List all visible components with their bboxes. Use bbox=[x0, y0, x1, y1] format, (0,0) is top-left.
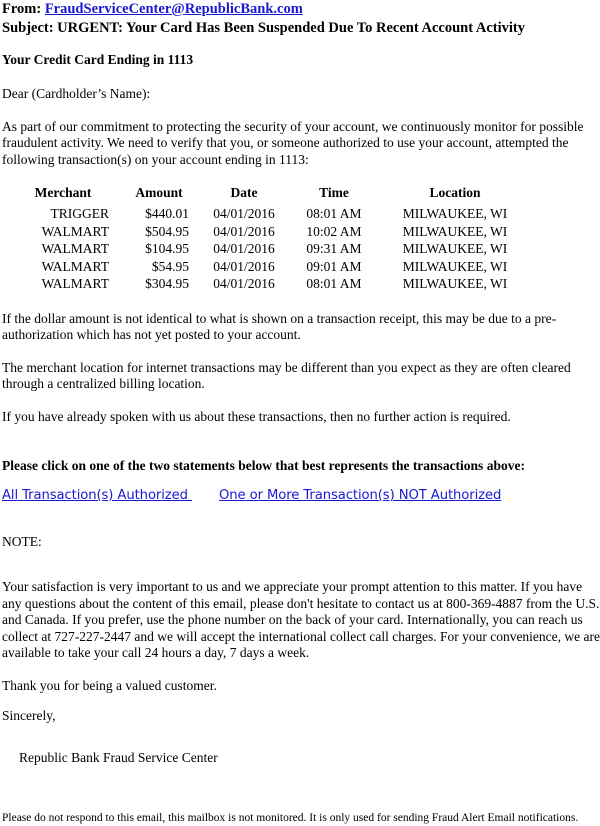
cell-time: 09:31 AM bbox=[306, 241, 362, 256]
cell-date: 04/01/2016 bbox=[213, 276, 275, 291]
salutation: Dear (Cardholder’s Name): bbox=[2, 86, 151, 101]
already-spoken-paragraph: If you have already spoken with us about these transactions, then no further action is required. bbox=[2, 408, 511, 424]
transaction-table bbox=[12, 184, 530, 293]
column-header-date: Date bbox=[230, 185, 258, 200]
sincerely-line: Sincerely, bbox=[2, 708, 56, 723]
cell-location: MILWAUKEE, WI bbox=[402, 223, 508, 239]
merchant-location-paragraph: The merchant location for internet transactions may be different than you expect as they are often cleared through a centralized billing location. bbox=[2, 359, 571, 391]
cell-time: 08:01 AM bbox=[306, 206, 362, 221]
cell-location: MILWAUKEE, WI bbox=[402, 258, 508, 274]
column-header-merchant: Merchant bbox=[34, 185, 92, 200]
footer-disclaimer: Please do not respond to this email, this mailbox is not monitored. It is only used for sending Fraud Alert Email notifications. bbox=[2, 812, 579, 824]
cell-merchant: TRIGGER bbox=[50, 206, 109, 221]
cell-amount: $54.95 bbox=[151, 258, 189, 274]
cell-merchant: WALMART bbox=[41, 223, 109, 239]
table-header-row bbox=[12, 184, 530, 205]
cell-merchant: WALMART bbox=[41, 258, 109, 274]
table-row bbox=[12, 240, 530, 258]
cell-time: 10:02 AM bbox=[306, 223, 362, 239]
signature-line: Republic Bank Fraud Service Center bbox=[19, 750, 218, 765]
cell-amount: $304.95 bbox=[145, 276, 189, 291]
table-row bbox=[12, 223, 530, 241]
preauthorization-paragraph: If the dollar amount is not identical to what is shown on a transaction receipt, this may be due to a pre-authorization which has not yet posted to your account. bbox=[2, 310, 557, 342]
not-authorized-link[interactable]: One or More Transaction(s) NOT Authorized bbox=[219, 488, 502, 503]
table-row bbox=[12, 205, 530, 223]
subject-line: Subject: URGENT: Your Card Has Been Suspended Due To Recent Account Activity bbox=[2, 20, 525, 36]
note-body: Your satisfaction is very important to us and we appreciate your prompt attention to this matter. If you have any questions about the content of this email, please don't hesitate to contact us at 800-369-4887 from the U.S. and Canada. If you prefer, use the phone number on the back of your card. Internationally, you can reach us collect at 727-227-2447 and we will accept the international collect call charges. For your convenience, we are available to take your call 24 hours a day, 7 days a week. bbox=[2, 579, 600, 660]
table-row bbox=[12, 258, 530, 276]
cell-date: 04/01/2016 bbox=[213, 258, 275, 274]
cell-amount: $104.95 bbox=[145, 241, 189, 256]
cell-time: 09:01 AM bbox=[306, 258, 362, 274]
note-label: NOTE: bbox=[2, 533, 42, 549]
cell-date: 04/01/2016 bbox=[213, 241, 275, 256]
from-label: From: bbox=[2, 1, 42, 17]
cell-time: 08:01 AM bbox=[306, 276, 362, 291]
cell-merchant: WALMART bbox=[41, 241, 109, 256]
card-heading: Your Credit Card Ending in 1113 bbox=[2, 52, 194, 67]
sender-email-link[interactable]: FraudServiceCenter@RepublicBank.com bbox=[44, 1, 303, 17]
table-row bbox=[12, 275, 530, 293]
cell-amount: $504.95 bbox=[145, 223, 189, 239]
cell-location: MILWAUKEE, WI bbox=[402, 241, 508, 256]
all-transactions-authorized-link[interactable]: All Transaction(s) Authorized bbox=[2, 488, 192, 503]
thank-you-line: Thank you for being a valued customer. bbox=[2, 677, 217, 693]
choice-links bbox=[0, 487, 600, 503]
cell-location: MILWAUKEE, WI bbox=[402, 206, 508, 221]
cell-date: 04/01/2016 bbox=[213, 206, 275, 221]
column-header-location: Location bbox=[429, 185, 481, 200]
from-line bbox=[0, 0, 600, 19]
cell-merchant: WALMART bbox=[41, 276, 109, 291]
column-header-amount: Amount bbox=[135, 185, 183, 200]
intro-paragraph: As part of our commitment to protecting the security of your account, we continuously monitor for possible fraudulent activity. We need to verify that you, or someone authorized to use your account, attempted the following transaction(s) on your account ending in 1113: bbox=[2, 118, 584, 167]
cell-location: MILWAUKEE, WI bbox=[402, 276, 508, 291]
cell-amount: $440.01 bbox=[145, 206, 189, 221]
cell-date: 04/01/2016 bbox=[213, 223, 275, 239]
instruction-line: Please click on one of the two statements below that best represents the transactions above: bbox=[2, 457, 525, 473]
column-header-time: Time bbox=[319, 185, 349, 200]
